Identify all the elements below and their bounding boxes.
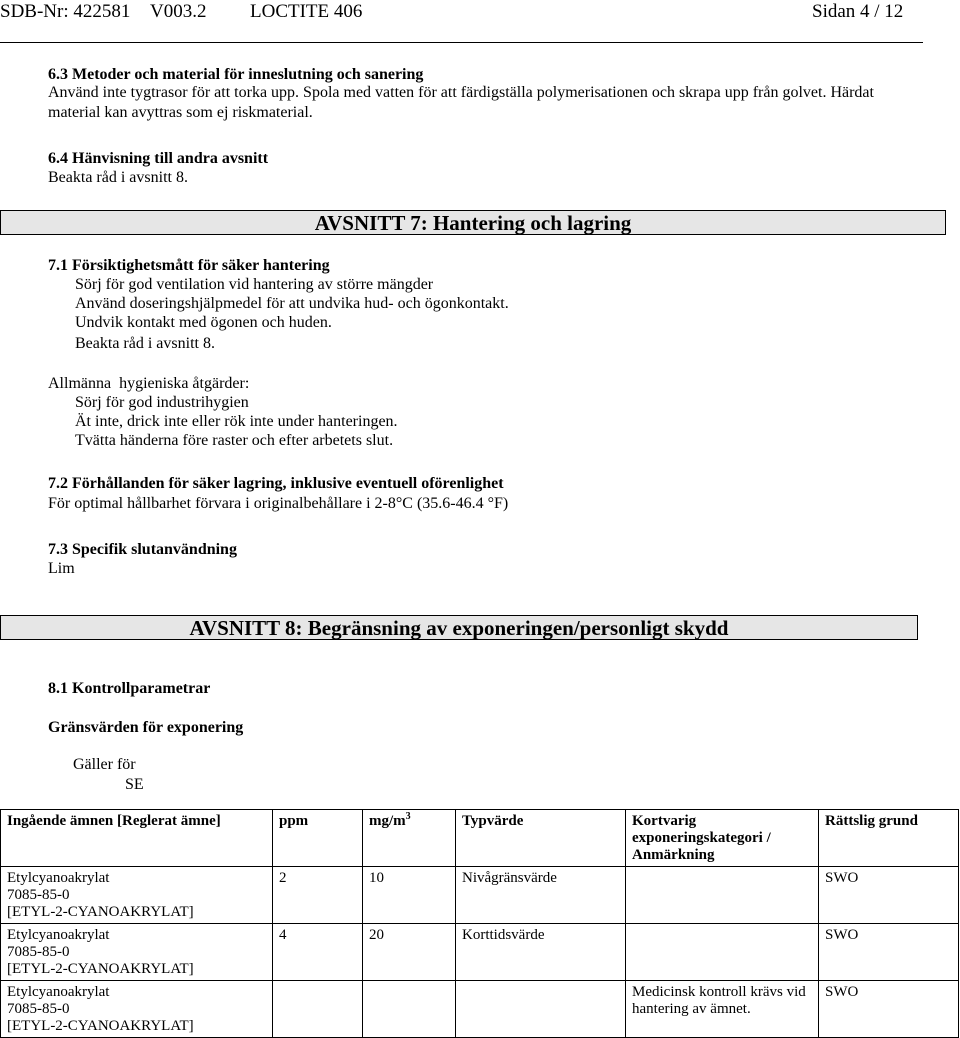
section-8-heading [0, 615, 918, 640]
section-7-2-text: För optimal hållbarhet förvara i originalbehållare i 2-8°C (35.6-46.4 °F) [48, 495, 509, 512]
section-6-3-text-line-1: Använd inte tygtrasor för att torka upp. Spola med vatten för att färdigställa polymerisationen och skrapa upp från golvet. Härdat [48, 84, 874, 101]
col-header-short-term [626, 810, 819, 867]
hygiene-line: Sörj för god industrihygien [75, 394, 249, 411]
col-header-short-term-line: Kortvarig [632, 813, 697, 829]
header-version: V003.2 [150, 1, 207, 22]
header-page-number: Sidan 4 / 12 [812, 1, 904, 22]
applies-value: SE [125, 776, 144, 793]
section-6-3-text-line-2: material kan avyttras som ej riskmaterial. [48, 104, 313, 121]
cell-mgm3: 20 [363, 924, 456, 981]
cell-ppm: 2 [273, 867, 363, 924]
section-7-1-line: Sörj för god ventilation vid hantering av större mängder [75, 276, 434, 293]
exposure-limits-table [0, 809, 959, 1038]
hygiene-title: Allmänna hygieniska åtgärder: [48, 375, 250, 392]
header-rule [0, 42, 923, 43]
col-header-substance: Ingående ämnen [Reglerat ämne] [1, 810, 273, 867]
hygiene-line: Tvätta händerna före raster och efter arbetets slut. [75, 432, 394, 449]
section-8-heading-text: AVSNITT 8: Begränsning av exponeringen/personligt skydd [189, 616, 729, 640]
table-row [1, 867, 959, 924]
cell-substance [1, 981, 273, 1038]
cell-legal: SWO [819, 867, 959, 924]
cell-mgm3: 10 [363, 867, 456, 924]
substance-name: Etylcyanoakrylat [7, 984, 110, 1000]
section-7-1-line: Använd doseringshjälpmedel för att undvika hud- och ögonkontakt. [75, 295, 509, 312]
header-sdb-number: SDB-Nr: 422581 [0, 1, 131, 22]
cell-legal: SWO [819, 981, 959, 1038]
hygiene-line: Ät inte, drick inte eller rök inte under hanteringen. [75, 413, 398, 430]
substance-regulated: [ETYL-2-CYANOAKRYLAT] [7, 904, 194, 920]
section-6-4-title: 6.4 Hänvisning till andra avsnitt [48, 150, 269, 167]
cell-ppm: 4 [273, 924, 363, 981]
substance-cas: 7085-85-0 [7, 887, 70, 903]
cell-note [626, 867, 819, 924]
section-6-4-text: Beakta råd i avsnitt 8. [48, 169, 188, 186]
col-header-ppm: ppm [273, 810, 363, 867]
header-product: LOCTITE 406 [250, 1, 363, 22]
cell-legal: SWO [819, 924, 959, 981]
table-row [1, 981, 959, 1038]
col-header-mgm3-sup: 3 [405, 811, 411, 822]
section-7-2-title: 7.2 Förhållanden för säker lagring, inklusive eventuell oförenlighet [48, 475, 504, 492]
cell-ppm [273, 981, 363, 1038]
section-7-1-line: Beakta råd i avsnitt 8. [75, 335, 215, 352]
substance-regulated: [ETYL-2-CYANOAKRYLAT] [7, 961, 194, 977]
table-row [1, 924, 959, 981]
cell-note: Medicinsk kontroll krävs vid hantering av ämnet. [626, 981, 819, 1038]
applies-label: Gäller för [73, 756, 136, 773]
col-header-mgm3 [363, 810, 456, 867]
cell-type: Nivågränsvärde [456, 867, 626, 924]
section-8-1-title: 8.1 Kontrollparametrar [48, 680, 211, 697]
cell-substance [1, 867, 273, 924]
col-header-type: Typvärde [456, 810, 626, 867]
section-7-3-text: Lim [48, 560, 75, 577]
exposure-limits-title: Gränsvärden för exponering [48, 719, 244, 736]
col-header-short-term-line: Anmärkning [632, 847, 715, 863]
cell-substance [1, 924, 273, 981]
section-7-heading-text: AVSNITT 7: Hantering och lagring [314, 211, 632, 235]
section-7-1-title: 7.1 Försiktighetsmått för säker hantering [48, 257, 330, 274]
col-header-mgm3-text: mg/m [369, 813, 406, 829]
substance-name: Etylcyanoakrylat [7, 927, 110, 943]
table-header-row [1, 810, 959, 867]
cell-type: Korttidsvärde [456, 924, 626, 981]
substance-cas: 7085-85-0 [7, 944, 70, 960]
cell-note [626, 924, 819, 981]
col-header-short-term-line: exponeringskategori / [632, 830, 771, 846]
cell-mgm3 [363, 981, 456, 1038]
col-header-legal: Rättslig grund [819, 810, 959, 867]
section-6-3-title: 6.3 Metoder och material för inneslutning och sanering [48, 66, 424, 83]
section-7-1-line: Undvik kontakt med ögonen och huden. [75, 314, 332, 331]
substance-cas: 7085-85-0 [7, 1001, 70, 1017]
section-7-heading [0, 210, 946, 235]
substance-name: Etylcyanoakrylat [7, 870, 110, 886]
cell-type [456, 981, 626, 1038]
substance-regulated: [ETYL-2-CYANOAKRYLAT] [7, 1018, 194, 1034]
section-7-3-title: 7.3 Specifik slutanvändning [48, 541, 237, 558]
